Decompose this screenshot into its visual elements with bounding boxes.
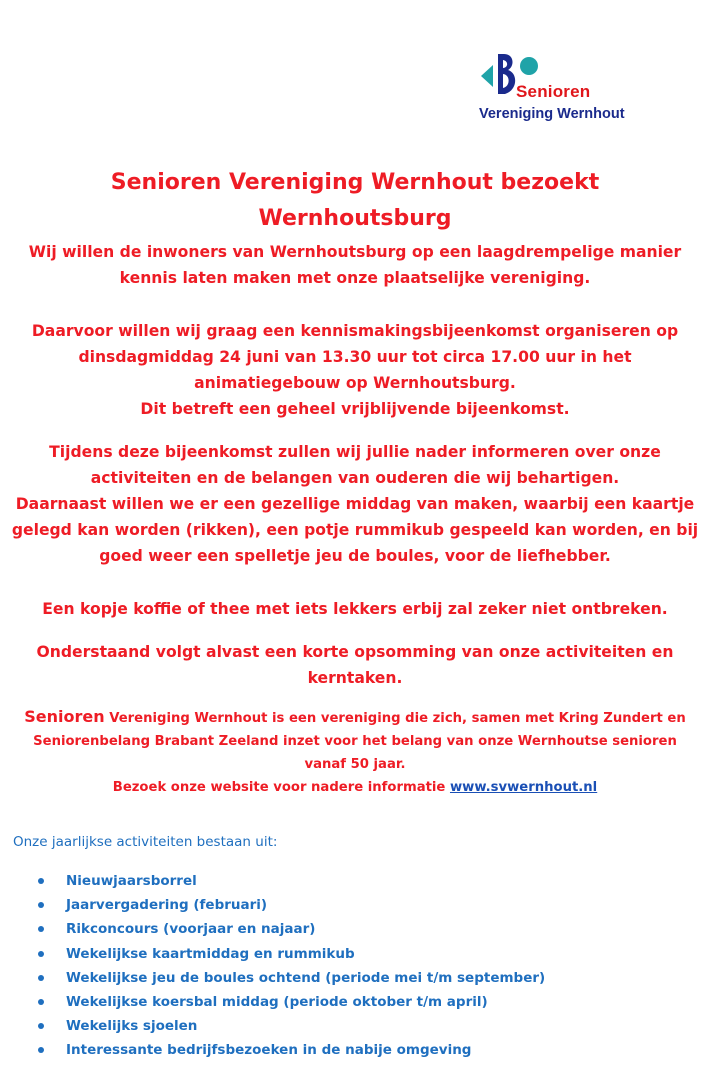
bullet-icon <box>38 999 44 1005</box>
list-item-label: Wekelijkse kaartmiddag en rummikub <box>66 945 355 962</box>
about-paragraph <box>0 705 710 799</box>
title-line-2: Wernhoutsburg <box>258 206 452 231</box>
about-line-1-rest: Vereniging Wernhout is een vereniging die zich, samen met Kring Zundert en <box>104 711 686 726</box>
list-item-label: Rikconcours (voorjaar en najaar) <box>66 921 316 938</box>
bullet-icon <box>38 951 44 957</box>
meeting-paragraph <box>0 318 710 422</box>
list-item <box>0 919 545 943</box>
about-line-3: vanaf 50 jaar. <box>304 757 406 772</box>
info-line-5: goed weer een spelletje jeu de boules, voor de liefhebber. <box>99 547 611 565</box>
about-lead: Senioren <box>24 707 105 726</box>
list-item-label: Interessante bedrijfsbezoeken in de nabije omgeving <box>66 1042 472 1059</box>
bullet-icon <box>38 1047 44 1053</box>
info-line-3: Daarnaast willen we er een gezellige middag van maken, waarbij een kaartje <box>15 495 695 513</box>
list-item <box>0 1016 545 1040</box>
intro-line-2: kennis laten maken met onze plaatselijke vereniging. <box>119 269 591 287</box>
list-item <box>0 944 545 968</box>
list-item-label: Wekelijks sjoelen <box>66 1018 198 1035</box>
overview-line-2: kerntaken. <box>307 669 403 687</box>
info-paragraph <box>0 439 710 569</box>
list-item <box>0 895 545 919</box>
page-title <box>0 165 710 237</box>
website-prefix: Bezoek onze website voor nadere informatie <box>112 780 450 795</box>
info-line-2: activiteiten en de belangen van ouderen die wij behartigen. <box>90 469 620 487</box>
list-item-label: Wekelijkse koersbal middag (periode oktober t/m april) <box>66 993 488 1010</box>
overview-line-1: Onderstaand volgt alvast een korte opsomming van onze activiteiten en <box>36 643 674 661</box>
list-item-label: Wekelijkse jeu de boules ochtend (periode mei t/m september) <box>66 969 546 986</box>
list-item-label: Nieuwjaarsborrel <box>66 873 197 889</box>
meeting-line-2: dinsdagmiddag 24 juni van 13.30 uur tot circa 17.00 uur in het <box>78 348 632 366</box>
overview-paragraph <box>0 639 710 691</box>
intro-line-1: Wij willen de inwoners van Wernhoutsburg op een laagdrempelige manier <box>28 243 682 261</box>
bullet-icon <box>38 975 44 981</box>
info-line-4: gelegd kan worden (rikken), een potje rummikub gespeeld kan worden, en bij <box>11 521 699 539</box>
bullet-icon <box>38 1023 44 1029</box>
website-link[interactable]: www.svwernhout.nl <box>449 780 598 795</box>
activities-list <box>0 871 545 1065</box>
website-line <box>0 776 710 799</box>
about-line-1 <box>0 705 710 730</box>
intro-paragraph <box>0 239 710 291</box>
logo-subtitle: Vereniging Wernhout <box>479 106 625 122</box>
coffee-line: Een kopje koffie of thee met iets lekkers erbij zal zeker niet ontbreken. <box>42 600 668 618</box>
logo <box>478 52 648 124</box>
list-item <box>0 1040 545 1064</box>
meeting-line-3: animatiegebouw op Wernhoutsburg. <box>194 374 516 392</box>
activities-intro: Onze jaarlijkse activiteiten bestaan uit: <box>13 834 278 850</box>
list-item-label: Jaarvergadering (februari) <box>66 897 268 914</box>
list-item <box>0 871 545 895</box>
list-item <box>0 992 545 1016</box>
info-line-1: Tijdens deze bijeenkomst zullen wij jullie nader informeren over onze <box>49 443 661 461</box>
meeting-line-4: Dit betreft een geheel vrijblijvende bijeenkomst. <box>140 400 570 418</box>
bullet-icon <box>38 926 44 932</box>
about-line-2: Seniorenbelang Brabant Zeeland inzet voor het belang van onze Wernhoutse senioren <box>33 734 677 749</box>
list-item <box>0 968 545 992</box>
logo-word: Senioren <box>516 82 591 101</box>
bullet-icon <box>38 878 44 884</box>
meeting-line-1: Daarvoor willen wij graag een kennismakingsbijeenkomst organiseren op <box>31 322 679 340</box>
bullet-icon <box>38 902 44 908</box>
title-line-1: Senioren Vereniging Wernhout bezoekt <box>110 170 600 195</box>
